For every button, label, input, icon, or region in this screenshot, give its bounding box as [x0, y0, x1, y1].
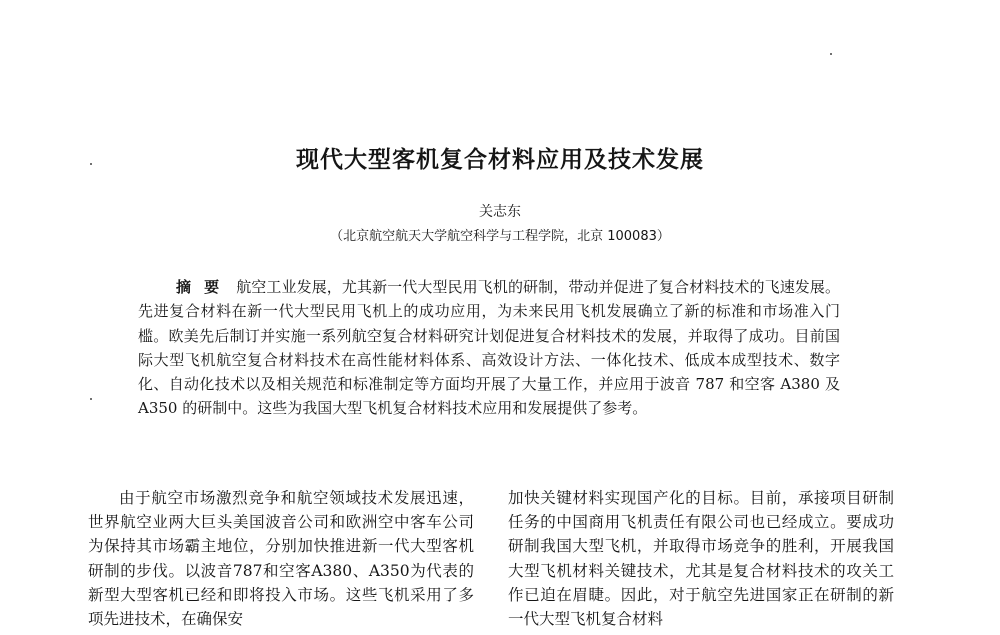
abstract-block — [138, 275, 840, 421]
scan-speck — [830, 53, 832, 55]
abstract-text: 航空工业发展，尤其新一代大型民用飞机的研制，带动并促进了复合材料技术的飞速发展。先进复合材料在新一代大型民用飞机上的成功应用，为未来民用飞机发展确立了新的标准和市场准入门槛。欧美先后制订并实施一系列航空复合材料研究计划促进复合材料技术的发展，并取得了成功。目前国际大型飞机航空复合材料技术在高性能材料体系、高效设计方法、一体化技术、低成本成型技术、数字化、自动化技术以及相关规范和标准制定等方面均开展了大量工作，并应用于波音 787 和空客 A380 及 A350 的研制中。这些为我国大型飞机复合材料技术应用和发展提供了参考。 — [138, 278, 840, 418]
author-name: 关志东 — [479, 204, 521, 220]
body-column-right: 加快关键材料实现国产化的目标。目前，承接项目研制任务的中国商用飞机责任有限公司也已经成立。要成功研制我国大型飞机，并取得市场竞争的胜利，开展我国大型飞机材料关键技术，尤其是复合材料技术的攻关工作已迫在眉睫。因此，对于航空先进国家正在研制的新一代大型飞机复合材料 — [508, 489, 894, 629]
author-affiliation: （北京航空航天大学航空科学与工程学院，北京 100083） — [330, 229, 670, 244]
abstract-label: 摘要 — [176, 278, 233, 296]
paper-title: 现代大型客机复合材料应用及技术发展 — [296, 147, 704, 173]
scan-speck — [90, 398, 92, 400]
body-column-left: 由于航空市场激烈竞争和航空领域技术发展迅速，世界航空业两大巨头美国波音公司和欧洲空中客车公司为保持其市场霸主地位，分别加快推进新一代大型客机研制的步伐。以波音787和空客A380、A350为代表的新型大型客机已经和即将投入市场。这些飞机采用了多项先进技术，在确保安 — [88, 489, 474, 629]
